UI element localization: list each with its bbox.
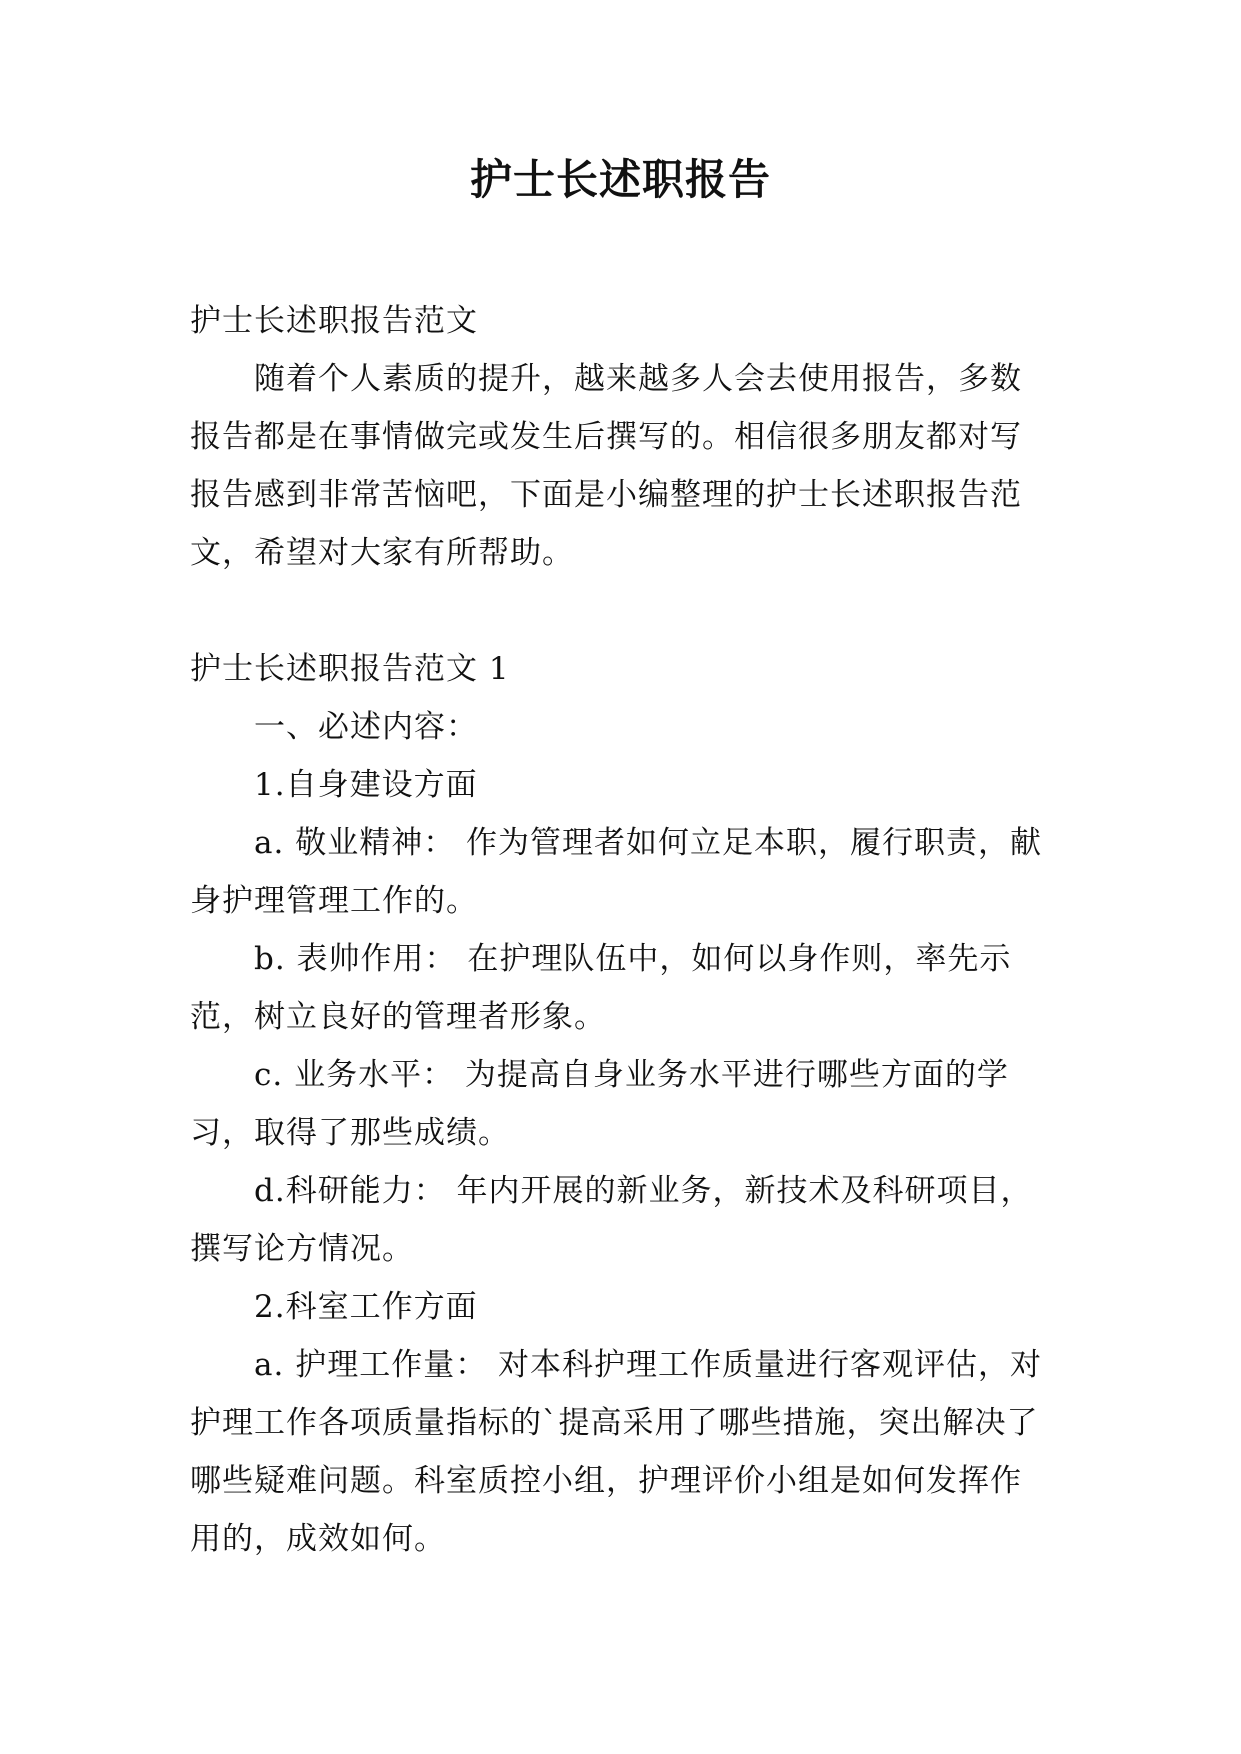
item-heading-self-building: 1.自身建设方面 xyxy=(254,767,478,803)
item-paragraph-professional-level: c. 业务水平： 为提高自身业务水平进行哪些方面的学习，取得了那些成绩。 xyxy=(190,1057,1009,1151)
item-paragraph-nursing-workload: a. 护理工作量： 对本科护理工作质量进行客观评估，对护理工作各项质量指标的`提高采用了哪些措施，突出解决了哪些疑难问题。科室质控小组，护理评价小组是如何发挥作用的，成效如何。 xyxy=(190,1347,1043,1557)
document-body xyxy=(190,292,1050,1568)
intro-paragraph: 随着个人素质的提升，越来越多人会去使用报告，多数报告都是在事情做完或发生后撰写的。相信很多朋友都对写报告感到非常苦恼吧，下面是小编整理的护士长述职报告范文，希望对大家有所帮助。 xyxy=(190,361,1022,571)
item-paragraph-role-model: b. 表帅作用： 在护理队伍中，如何以身作则，率先示范，树立良好的管理者形象。 xyxy=(190,941,1012,1035)
item-paragraph-dedication: a. 敬业精神： 作为管理者如何立足本职，履行职责，献身护理管理工作的。 xyxy=(190,825,1043,919)
document-subtitle: 护士长述职报告范文 xyxy=(190,303,478,339)
document-title: 护士长述职报告 xyxy=(469,155,771,204)
item-paragraph-research-ability: d.科研能力： 年内开展的新业务，新技术及科研项目，撰写论方情况。 xyxy=(190,1173,1033,1267)
item-heading-department-work: 2.科室工作方面 xyxy=(254,1289,478,1325)
section-heading: 护士长述职报告范文 1 xyxy=(190,651,510,687)
part-heading: 一、必述内容： xyxy=(254,709,478,745)
